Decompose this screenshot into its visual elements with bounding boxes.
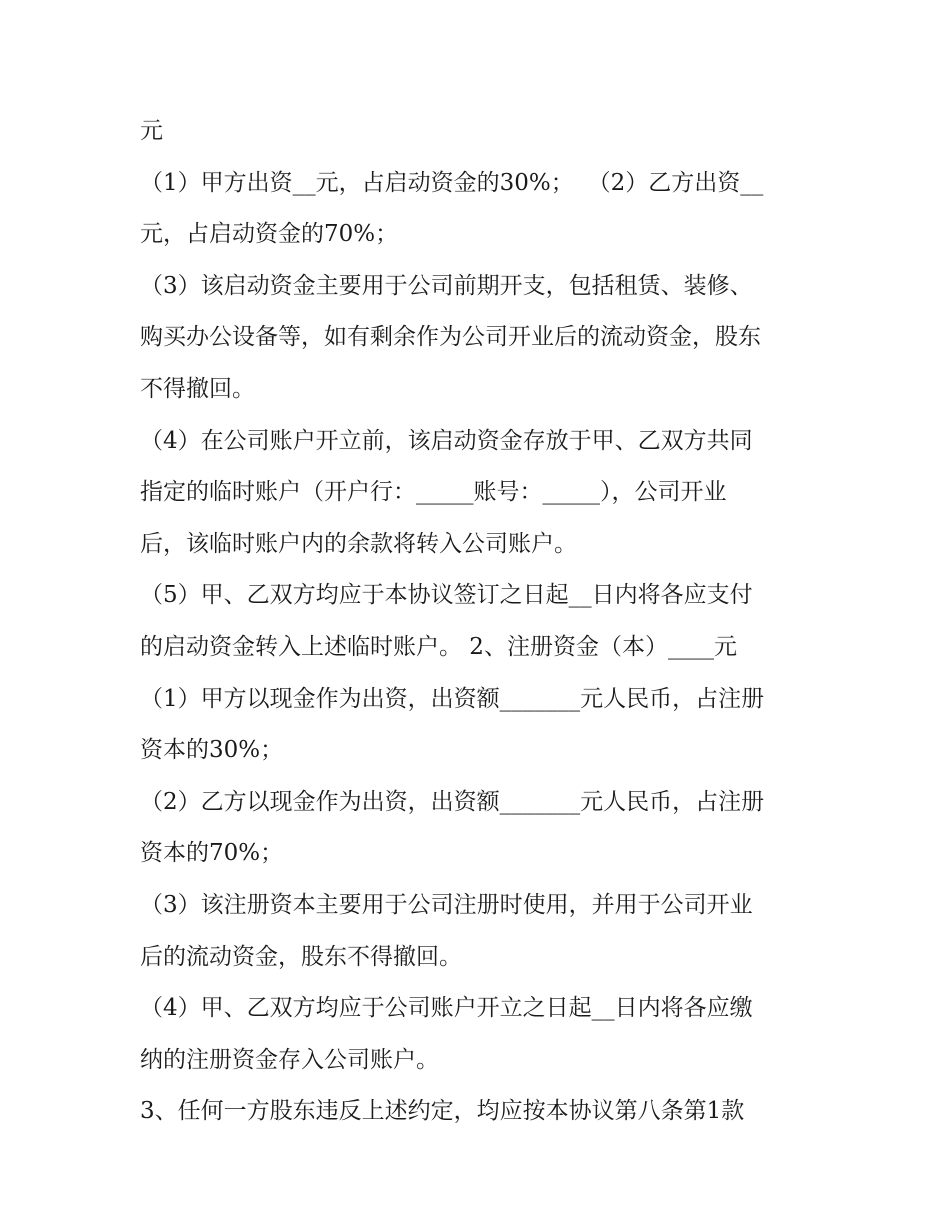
text-line: （1）甲方以现金作为出资，出资额_______元人民币，占注册 <box>140 685 765 712</box>
text-line: 指定的临时账户（开户行：_____账号：_____），公司开业 <box>140 479 727 506</box>
text-line: （4）在公司账户开立前，该启动资金存放于甲、乙双方共同 <box>140 427 753 454</box>
text-line: 后，该临时账户内的余款将转入公司账户。 <box>140 530 577 557</box>
text-line <box>140 158 820 210</box>
text-segment: （2）乙方出资__ <box>587 169 764 196</box>
document-body <box>140 106 820 1138</box>
text-line: 资本的30%； <box>140 737 284 764</box>
text-line: 购买办公设备等，如有剩余作为公司开业后的流动资金，股东 <box>140 324 761 351</box>
text-line: （4）甲、乙双方均应于公司账户开立之日起__日内将各应缴 <box>140 995 753 1022</box>
text-line: 元，占启动资金的70%； <box>140 221 399 248</box>
text-line: 3、任何一方股东违反上述约定，均应按本协议第八条第1款 <box>140 1098 745 1125</box>
text-line: 的启动资金转入上述临时账户。 2、注册资金（本）____元 <box>140 633 737 660</box>
text-segment: （1）甲方出资__元，占启动资金的30%； <box>140 169 574 196</box>
text-line: 不得撤回。 <box>140 375 255 402</box>
text-line: （5）甲、乙双方均应于本协议签订之日起__日内将各应支付 <box>140 582 753 609</box>
text-line: 元 <box>140 118 163 144</box>
text-line: （3）该注册资本主要用于公司注册时使用，并用于公司开业 <box>140 891 753 918</box>
text-line: 纳的注册资金存入公司账户。 <box>140 1046 439 1073</box>
text-line: （3）该启动资金主要用于公司前期开支，包括租赁、装修、 <box>140 272 753 299</box>
text-line: （2）乙方以现金作为出资，出资额_______元人民币，占注册 <box>140 788 765 815</box>
text-line: 资本的70%； <box>140 840 284 867</box>
text-line: 后的流动资金，股东不得撤回。 <box>140 943 462 970</box>
